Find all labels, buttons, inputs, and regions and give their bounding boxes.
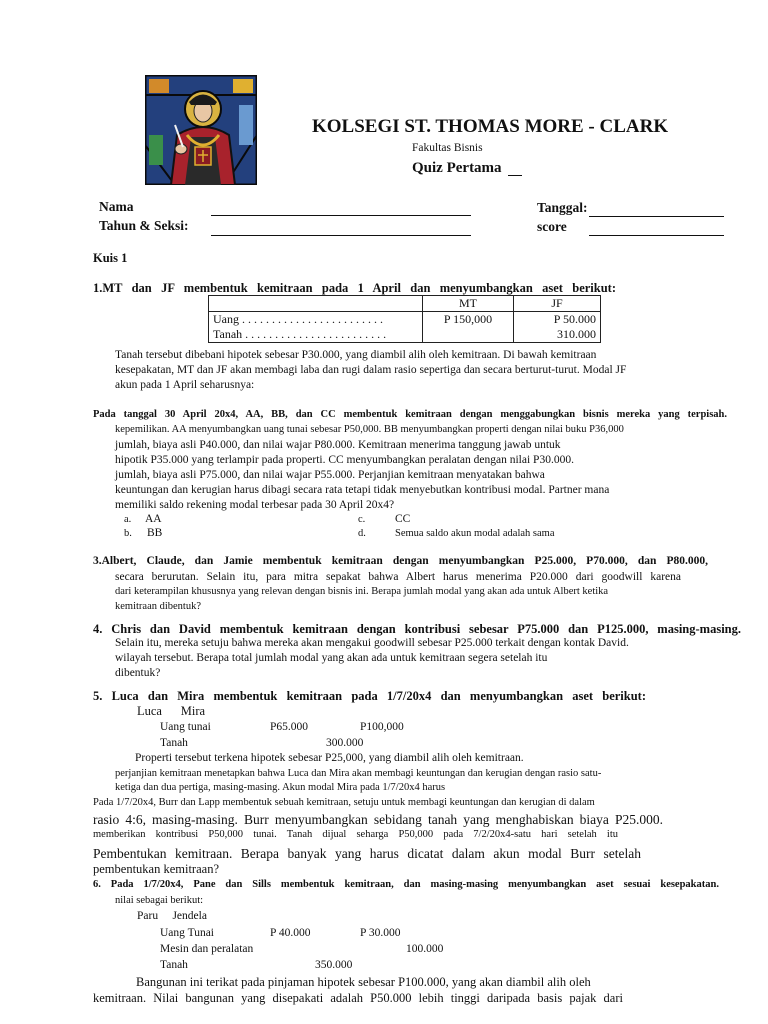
question-4-heading: 4. Chris dan David membentuk kemitraan dengan kontribusi sebesar P75.000 dan P125.000, masing-masing. bbox=[93, 622, 741, 636]
asset-label: Tanah bbox=[160, 737, 188, 749]
burr-text: memberikan kontribusi P50,000 tunai. Tanah dijual seharga P50,000 pada 7/2/20x4-satu hari setelah itu bbox=[93, 829, 618, 840]
date-field-line[interactable] bbox=[589, 216, 724, 217]
question-5-text: perjanjian kemitraan menetapkan bahwa Luca dan Mira akan membagi keuntungan dan kerugian dengan rasio satu- bbox=[115, 768, 602, 779]
question-2-text: jumlah, biaya asli P40.000, dan nilai wajar P80.000. Kemitraan menerima tanggung jawab untuk bbox=[115, 439, 561, 451]
question-2-text: kepemilikan. AA menyumbangkan uang tunai sebesar P50,000. BB menyumbangkan properti dengan nilai buku P36,000 bbox=[115, 424, 624, 435]
question-3-text: dari keterampilan khususnya yang relevan dengan bisnis ini. Berapa jumlah modal yang akan ada untuk Albert ketika bbox=[115, 586, 609, 597]
name-field-line[interactable] bbox=[211, 215, 471, 216]
quiz-title: Quiz Pertama bbox=[412, 160, 502, 176]
date-label: Tanggal: bbox=[537, 200, 588, 215]
question-2-text: jumlah, biaya asli P75.000, dan nilai wajar P55.000. Perjanjian kemitraan menyatakan bahwa bbox=[115, 469, 545, 481]
asset-value: 100.000 bbox=[406, 943, 444, 955]
option-key: a. bbox=[124, 514, 132, 525]
question-6-partners: Paru Jendela bbox=[137, 910, 207, 922]
option-key: c. bbox=[358, 514, 366, 525]
year-section-field-line[interactable] bbox=[211, 235, 471, 236]
saint-thomas-more-stained-glass-logo bbox=[145, 75, 257, 185]
table-cell bbox=[423, 327, 514, 343]
question-3-heading: 3.Albert, Claude, dan Jamie membentuk kemitraan dengan menyumbangkan P25.000, P70.000, dan P80.000, bbox=[93, 555, 708, 567]
question-2-text: memiliki saldo rekening modal terbesar pada 30 April 20x4? bbox=[115, 499, 395, 511]
faculty-name: Fakultas Bisnis bbox=[412, 142, 483, 154]
option-text[interactable]: Semua saldo akun modal adalah sama bbox=[395, 528, 555, 539]
asset-label: Tanah bbox=[160, 959, 188, 971]
question-5-heading: 5. Luca dan Mira membentuk kemitraan pada 1/7/20x4 dan menyumbangkan aset berikut: bbox=[93, 689, 646, 703]
option-key: d. bbox=[358, 528, 366, 539]
question-4-text: dibentuk? bbox=[115, 667, 161, 679]
option-text[interactable]: BB bbox=[147, 527, 163, 539]
question-2-heading: Pada tanggal 30 April 20x4, AA, BB, dan CC membentuk kemitraan dengan menggabungkan bisnis mereka yang terpisah. bbox=[93, 409, 727, 420]
table-row-label: Uang . . . . . . . . . . . . . . . . . . . . . . . . bbox=[209, 312, 423, 328]
question-6-heading: 6. Pada 1/7/20x4, Pane dan Sills membentuk kemitraan, dan masing-masing menyumbangkan aset sesuai kesepakatan. bbox=[93, 879, 719, 890]
question-4-text: Selain itu, mereka setuju bahwa mereka akan mengakui goodwill sebesar P25.000 terkait dengan kontak David. bbox=[115, 637, 629, 649]
question-6-text: nilai sebagai berikut: bbox=[115, 895, 204, 906]
question-5-text: Properti tersebut terkena hipotek sebesar P25,000, yang diambil alih oleh kemitraan. bbox=[135, 752, 524, 764]
question-6-text: kemitraan. Nilai bangunan yang disepakati adalah P50.000 lebih tinggi daripada basis pajak dari bbox=[93, 991, 623, 1005]
name-label: Nama bbox=[99, 199, 134, 214]
table-header-blank bbox=[209, 296, 423, 312]
asset-value: P 30.000 bbox=[360, 927, 401, 939]
asset-value: P65.000 bbox=[270, 721, 309, 733]
asset-label: Mesin dan peralatan bbox=[160, 943, 254, 955]
question-4-text: wilayah tersebut. Berapa total jumlah modal yang akan ada untuk kemitraan segera setelah itu bbox=[115, 652, 548, 664]
question-1-text: Tanah tersebut dibebani hipotek sebesar P30.000, yang diambil alih oleh kemitraan. Di bawah kemitraan bbox=[115, 349, 597, 361]
question-3-text: secara berurutan. Selain itu, para mitra sepakat bahwa Albert harus menerima P20.000 dari goodwill karena bbox=[115, 571, 681, 583]
question-5-partners: Luca Mira bbox=[137, 704, 206, 718]
burr-text: pembentukan kemitraan? bbox=[93, 862, 219, 876]
score-field-line[interactable] bbox=[589, 235, 724, 236]
score-label: score bbox=[537, 219, 567, 234]
question-3-text: kemitraan dibentuk? bbox=[115, 601, 202, 612]
question-2-text: keuntungan dan kerugian harus dibagi secara rata tetapi tidak menyebutkan kontribusi modal. Partner mana bbox=[115, 484, 610, 496]
asset-value: 350.000 bbox=[315, 959, 353, 971]
question-1-text: akun pada 1 April seharusnya: bbox=[115, 379, 255, 391]
table-cell: P 50.000 bbox=[514, 312, 601, 328]
title-underline bbox=[508, 175, 522, 176]
section-title: Kuis 1 bbox=[93, 251, 128, 265]
year-section-label: Tahun & Seksi: bbox=[99, 218, 189, 233]
question-1-assets-table bbox=[208, 295, 601, 343]
question-1-text: kesepakatan, MT dan JF akan membagi laba dan rugi dalam rasio sepertiga dan secara berturut-turut. Modal JF bbox=[115, 364, 627, 376]
option-text[interactable]: AA bbox=[145, 513, 162, 525]
option-key: b. bbox=[124, 528, 132, 539]
option-text[interactable]: CC bbox=[395, 513, 411, 525]
question-1-heading: 1.MT dan JF membentuk kemitraan pada 1 April dan menyumbangkan aset berikut: bbox=[93, 281, 616, 295]
asset-value: P100,000 bbox=[360, 721, 404, 733]
table-cell: P 150,000 bbox=[423, 312, 514, 328]
asset-value: 300.000 bbox=[326, 737, 364, 749]
question-5-text: ketiga dan dua pertiga, masing-masing. Akun modal Mira pada 1/7/20x4 harus bbox=[115, 782, 446, 793]
burr-text: Pada 1/7/20x4, Burr dan Lapp membentuk sebuah kemitraan, setuju untuk membagi keuntungan dan kerugian di dalam bbox=[93, 797, 595, 808]
asset-label: Uang Tunai bbox=[160, 927, 214, 939]
question-2-text: hipotik P35.000 yang terlampir pada properti. CC menyumbangkan peralatan dengan nilai P30.000. bbox=[115, 454, 574, 466]
table-header-mt: MT bbox=[423, 296, 514, 312]
school-name: KOLSEGI ST. THOMAS MORE - CLARK bbox=[312, 116, 669, 137]
burr-text: rasio 4:6, masing-masing. Burr menyumbangkan sebidang tanah yang menghabiskan biaya P25.000. bbox=[93, 812, 663, 827]
asset-value: P 40.000 bbox=[270, 927, 311, 939]
table-row-label: Tanah . . . . . . . . . . . . . . . . . . . . . . . . bbox=[209, 327, 423, 343]
table-header-jf: JF bbox=[514, 296, 601, 312]
asset-label: Uang tunai bbox=[160, 721, 211, 733]
question-6-text: Bangunan ini terikat pada pinjaman hipotek sebesar P100.000, yang akan diambil alih oleh bbox=[136, 975, 591, 989]
burr-text: Pembentukan kemitraan. Berapa banyak yang harus dicatat dalam akun modal Burr setelah bbox=[93, 846, 641, 861]
table-cell: 310.000 bbox=[514, 327, 601, 343]
